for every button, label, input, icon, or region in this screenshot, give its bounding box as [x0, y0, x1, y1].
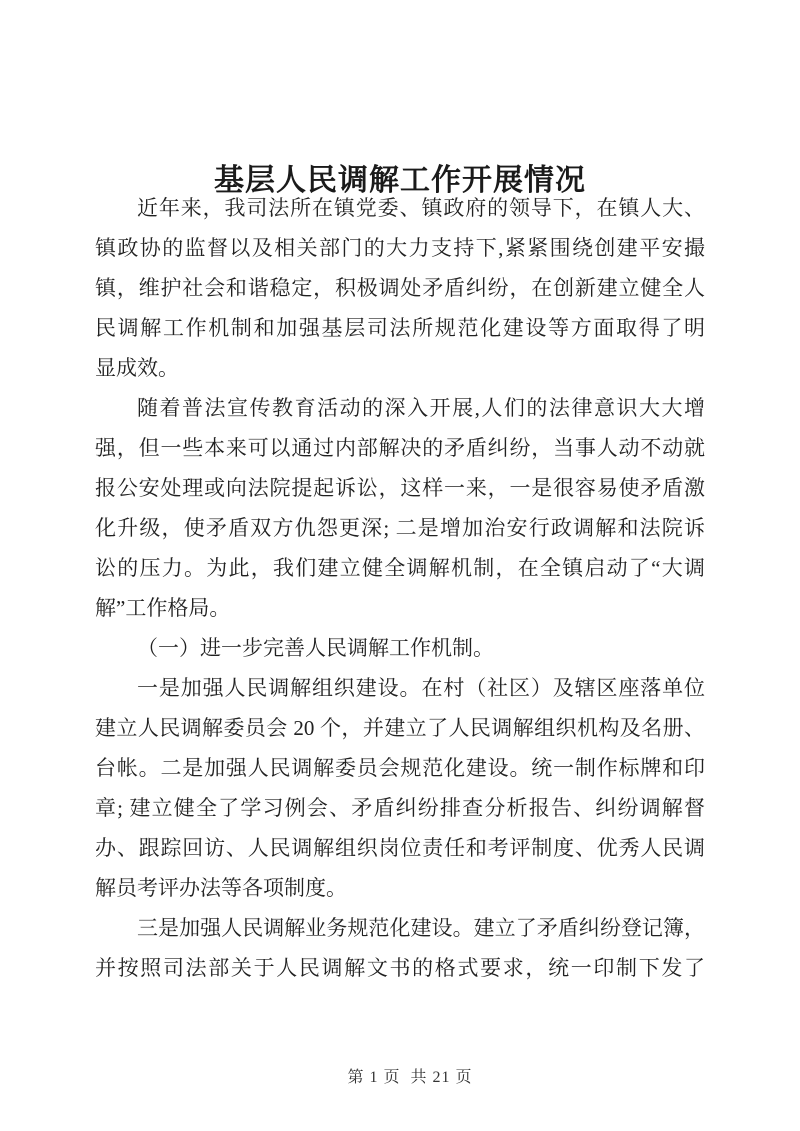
- paragraph-line: 章; 建立健全了学习例会、矛盾纠纷排查分析报告、纠纷调解督: [95, 796, 705, 820]
- paragraph-line: 显成效。: [95, 356, 179, 380]
- document-title: 基层人民调解工作开展情况: [214, 164, 586, 198]
- paragraph: [95, 188, 705, 388]
- paragraph-line: 讼的压力。为此，我们建立健全调解机制，在全镇启动了“大调: [95, 556, 705, 580]
- paragraph-line: 随着普法宣传教育活动的深入开展,人们的法律意识大大增: [137, 396, 705, 420]
- page-footer: [0, 1036, 800, 1120]
- paragraph-line: 近年来，我司法所在镇党委、镇政府的领导下，在镇人大、: [137, 196, 705, 220]
- paragraph-line: 台帐。二是加强人民调解委员会规范化建设。统一制作标牌和印: [95, 756, 705, 780]
- paragraph-line: 建立人民调解委员会 20 个，并建立了人民调解组织机构及名册、: [95, 716, 705, 740]
- paragraph-line: 办、跟踪回访、人民调解组织岗位责任和考评制度、优秀人民调: [95, 836, 705, 860]
- paragraph-line: 化升级，使矛盾双方仇怨更深; 二是增加治安行政调解和法院诉: [95, 516, 705, 540]
- paragraph-line: 三是加强人民调解业务规范化建设。建立了矛盾纠纷登记簿，: [137, 916, 705, 940]
- document-body: [95, 188, 705, 988]
- paragraph-line: （一）进一步完善人民调解工作机制。: [137, 636, 494, 660]
- paragraph: [95, 628, 705, 668]
- paragraph: [95, 668, 705, 908]
- paragraph: [95, 388, 705, 628]
- paragraph: [95, 908, 705, 988]
- paragraph-line: 民调解工作机制和加强基层司法所规范化建设等方面取得了明: [95, 316, 705, 340]
- paragraph-line: 并按照司法部关于人民调解文书的格式要求，统一印制下发了: [95, 956, 705, 980]
- paragraph-line: 镇，维护社会和谐稳定，积极调处矛盾纠纷，在创新建立健全人: [95, 276, 705, 300]
- paragraph-line: 解”工作格局。: [95, 596, 231, 620]
- paragraph-line: 强，但一些本来可以通过内部解决的矛盾纠纷，当事人动不动就: [95, 436, 705, 460]
- paragraph-line: 报公安处理或向法院提起诉讼，这样一来，一是很容易使矛盾激: [95, 476, 705, 500]
- paragraph-line: 镇政协的监督以及相关部门的大力支持下,紧紧围绕创建平安撮: [95, 236, 705, 260]
- paragraph-line: 解员考评办法等各项制度。: [95, 876, 347, 900]
- page-number-label: 第 1 页 共 21 页: [347, 1069, 473, 1086]
- paragraph-line: 一是加强人民调解组织建设。在村（社区）及辖区座落单位: [137, 676, 705, 700]
